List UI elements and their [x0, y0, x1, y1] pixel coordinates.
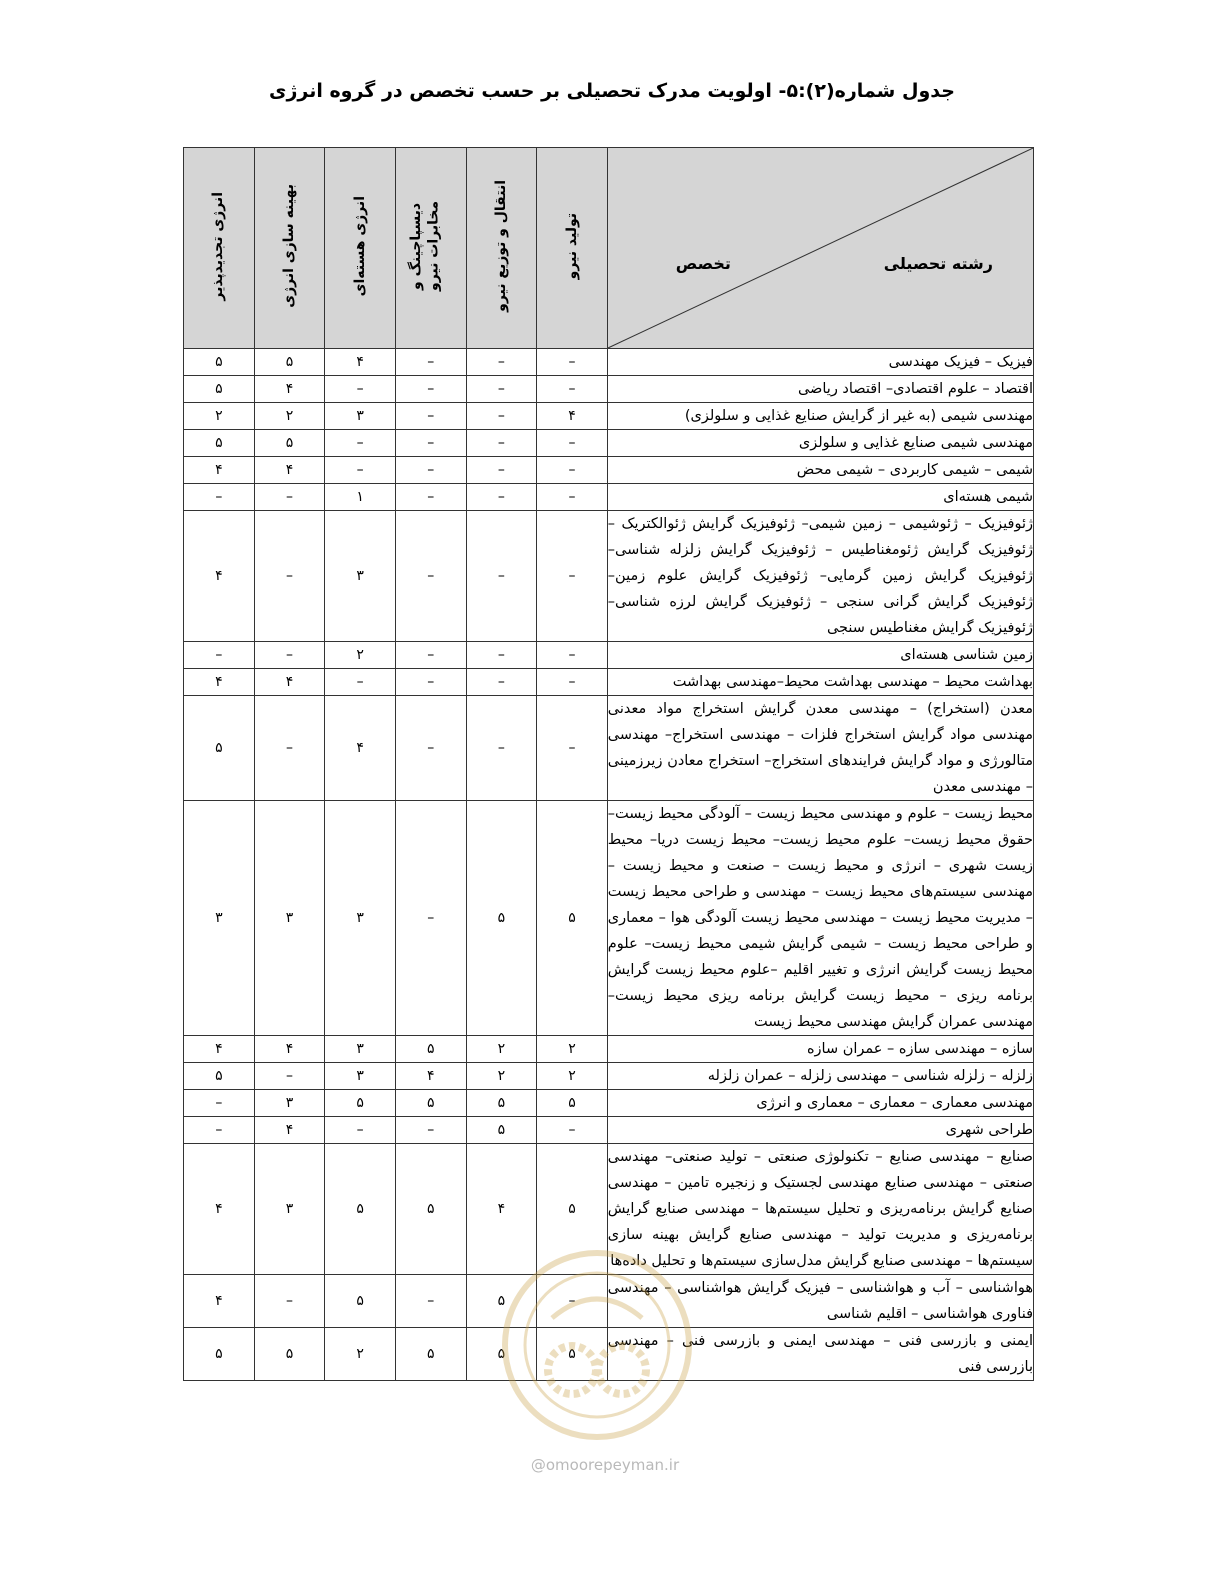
priority-cell: –	[395, 642, 466, 669]
column-header: انتقال و توزیع نیرو	[466, 148, 537, 349]
priority-cell: ۵	[184, 430, 255, 457]
priority-cell: ۴	[254, 457, 325, 484]
priority-cell: –	[395, 696, 466, 801]
column-header: انرژی تجدیدپذیر	[184, 148, 255, 349]
table-row	[184, 1063, 1034, 1090]
table-row	[184, 430, 1034, 457]
priority-cell: –	[184, 642, 255, 669]
priority-cell: –	[395, 403, 466, 430]
table-row	[184, 642, 1034, 669]
priority-cell: ۲	[466, 1063, 537, 1090]
field-name-cell: اقتصاد – علوم اقتصادی– اقتصاد ریاضی	[607, 376, 1033, 403]
field-header-label: رشته تحصیلی	[883, 254, 993, 273]
field-name-cell: بهداشت محیط – مهندسی بهداشت محیط–مهندسی بهداشت	[607, 669, 1033, 696]
priority-cell: –	[466, 349, 537, 376]
priority-cell: ۵	[184, 376, 255, 403]
field-name-cell: شیمی هسته‌ای	[607, 484, 1033, 511]
priority-cell: –	[184, 1090, 255, 1117]
page-title: جدول شماره(۲):۵- اولویت مدرک تحصیلی بر حسب تخصص در گروه انرژی	[269, 80, 955, 102]
priority-cell: ۳	[325, 1036, 396, 1063]
field-name-cell: هواشناسی – آب و هواشناسی – فیزیک گرایش هواشناسی – مهندسی فناوری هواشناسی – اقلیم شناسی	[607, 1275, 1033, 1328]
priority-cell: ۴	[184, 669, 255, 696]
priority-cell: ۲	[537, 1063, 608, 1090]
column-header: تولید نیرو	[537, 148, 608, 349]
table-row	[184, 349, 1034, 376]
field-name-cell: طراحی شهری	[607, 1117, 1033, 1144]
priority-cell: ۳	[325, 403, 396, 430]
priority-cell: ۴	[254, 1036, 325, 1063]
priority-cell: –	[325, 669, 396, 696]
field-name-cell: محیط زیست – علوم و مهندسی محیط زیست – آلودگی محیط زیست– حقوق محیط زیست– علوم محیط زیست– محیط زیست دریا– محیط زیست شهری – انرژی و محیط زیست – صنعت و محیط زیست – مهندسی سیستم‌های محیط زیست – مهندسی و طراحی محیط زیست – مدیریت محیط زیست – مهندسی محیط زیست آلودگی هوا – معماری و طراحی محیط زیست – شیمی گرایش شیمی محیط زیست– علوم محیط زیست گرایش انرژی و تغییر اقلیم –علوم محیط زیست گرایش برنامه ریزی – محیط زیست گرایش برنامه ریزی محیط زیست– مهندسی عمران گرایش مهندسی محیط زیست	[607, 801, 1033, 1036]
priority-cell: ۵	[466, 1275, 537, 1328]
table-row	[184, 511, 1034, 642]
column-header: دیسپاچینگ و مخابرات نیرو	[395, 148, 466, 349]
priority-cell: ۲	[537, 1036, 608, 1063]
priority-cell: ۳	[325, 801, 396, 1036]
priority-cell: ۵	[466, 1117, 537, 1144]
table-row	[184, 669, 1034, 696]
column-header: بهینه سازی انرژی	[254, 148, 325, 349]
priority-cell: ۴	[395, 1063, 466, 1090]
priority-cell: –	[395, 1117, 466, 1144]
field-name-cell: ایمنی و بازرسی فنی – مهندسی ایمنی و بازرسی فنی – مهندسی بازرسی فنی	[607, 1328, 1033, 1381]
priority-cell: ۴	[184, 1275, 255, 1328]
priority-cell: ۵	[254, 430, 325, 457]
priority-cell: –	[254, 511, 325, 642]
field-name-cell: زمین شناسی هسته‌ای	[607, 642, 1033, 669]
priority-cell: ۴	[254, 376, 325, 403]
priority-cell: –	[395, 376, 466, 403]
field-name-cell: فیزیک – فیزیک مهندسی	[607, 349, 1033, 376]
priority-cell: –	[254, 1275, 325, 1328]
priority-cell: –	[395, 484, 466, 511]
priority-cell: ۲	[254, 403, 325, 430]
priority-cell: ۵	[537, 1144, 608, 1275]
table-row	[184, 1117, 1034, 1144]
priority-cell: ۵	[325, 1275, 396, 1328]
priority-cell: –	[395, 1275, 466, 1328]
priority-cell: ۳	[254, 1144, 325, 1275]
priority-cell: –	[537, 642, 608, 669]
priority-cell: ۳	[325, 1063, 396, 1090]
priority-cell: ۵	[184, 1328, 255, 1381]
table-row	[184, 484, 1034, 511]
priority-cell: ۵	[537, 1090, 608, 1117]
priority-cell: ۳	[184, 801, 255, 1036]
priority-cell: ۵	[325, 1144, 396, 1275]
priority-cell: ۳	[254, 1090, 325, 1117]
table-header-row	[184, 148, 1034, 349]
priority-cell: ۴	[466, 1144, 537, 1275]
priority-cell: ۴	[537, 403, 608, 430]
priority-cell: ۵	[395, 1036, 466, 1063]
table-row	[184, 1090, 1034, 1117]
field-name-cell: شیمی – شیمی کاربردی – شیمی محض	[607, 457, 1033, 484]
table-body	[184, 349, 1034, 1381]
diagonal-header-cell	[607, 148, 1033, 349]
table-row	[184, 801, 1034, 1036]
priority-cell: –	[466, 511, 537, 642]
priority-cell: ۲	[325, 642, 396, 669]
priority-cell: ۵	[537, 1328, 608, 1381]
priority-cell: ۲	[184, 403, 255, 430]
priority-cell: –	[537, 457, 608, 484]
field-name-cell: سازه – مهندسی سازه – عمران سازه	[607, 1036, 1033, 1063]
priority-cell: –	[254, 484, 325, 511]
priority-cell: –	[395, 349, 466, 376]
priority-cell: ۴	[325, 696, 396, 801]
priority-cell: ۵	[184, 349, 255, 376]
priority-cell: –	[466, 484, 537, 511]
priority-cell: ۵	[184, 1063, 255, 1090]
priority-cell: ۵	[325, 1090, 396, 1117]
priority-cell: –	[184, 484, 255, 511]
priority-cell: –	[466, 642, 537, 669]
priority-cell: ۲	[466, 1036, 537, 1063]
priority-cell: ۳	[325, 511, 396, 642]
table-row	[184, 696, 1034, 801]
priority-cell: –	[537, 376, 608, 403]
priority-cell: –	[395, 511, 466, 642]
field-name-cell: مهندسی شیمی صنایع غذایی و سلولزی	[607, 430, 1033, 457]
priority-cell: –	[466, 669, 537, 696]
priority-cell: –	[537, 430, 608, 457]
priority-cell: ۵	[395, 1090, 466, 1117]
priority-cell: –	[395, 669, 466, 696]
priority-cell: –	[466, 696, 537, 801]
priority-cell: –	[395, 430, 466, 457]
priority-cell: ۵	[254, 349, 325, 376]
field-name-cell: صنایع – مهندسی صنایع – تکنولوژی صنعتی – تولید صنعتی– مهندسی صنعتی – مهندسی صنایع مهندسی لجستیک و زنجیره تامین – مهندسی صنایع گرایش برنامه‌ریزی و تحلیل سیستم‌ها – مهندسی صنایع گرایش برنامه‌ریزی و مدیریت تولید – مهندسی صنایع گرایش بهینه سازی سیستم‌ها – مهندسی صنایع گرایش مدل‌سازی سیستم‌ها و تحلیل داده‌ها	[607, 1144, 1033, 1275]
priority-cell: ۴	[254, 669, 325, 696]
priority-cell: ۴	[184, 511, 255, 642]
priority-cell: –	[325, 457, 396, 484]
priority-cell: ۴	[325, 349, 396, 376]
column-header: انرژی هسته‌ای	[325, 148, 396, 349]
priority-cell: –	[325, 430, 396, 457]
diagonal-line	[608, 148, 1033, 348]
priority-cell: ۳	[254, 801, 325, 1036]
watermark-site: @omoorepeyman.ir	[530, 1456, 680, 1474]
priority-cell: ۴	[184, 1036, 255, 1063]
priority-cell: ۵	[184, 696, 255, 801]
priority-cell: ۵	[466, 1090, 537, 1117]
field-name-cell: ژئوفیزیک – ژئوشیمی – زمین شیمی– ژئوفیزیک گرایش ژئوالکتریک – ژئوفیزیک گرایش ژئومغناطیس – ژئوفیزیک گرایش زلزله شناسی– ژئوفیزیک گرایش زمین گرمایی– ژئوفیزیک گرایش علوم زمین–ژئوفیزیک گرایش گرانی سنجی – ژئوفیزیک گرایش لرزه شناسی–ژئوفیزیک گرایش مغناطیس سنجی	[607, 511, 1033, 642]
priority-cell: –	[325, 1117, 396, 1144]
priority-cell: ۴	[184, 457, 255, 484]
priority-cell: ۴	[254, 1117, 325, 1144]
priority-cell: –	[537, 669, 608, 696]
priority-cell: –	[537, 1117, 608, 1144]
priority-cell: –	[537, 349, 608, 376]
priority-table	[183, 147, 1034, 1381]
priority-cell: ۵	[466, 801, 537, 1036]
priority-cell: –	[466, 403, 537, 430]
priority-cell: –	[466, 430, 537, 457]
table-row	[184, 403, 1034, 430]
field-name-cell: معدن (استخراج) – مهندسی معدن گرایش استخراج مواد معدنی مهندسی مواد گرایش استخراج فلزات – مهندسی استخراج– مهندسی متالورژی و مواد گرایش فرایندهای استخراج– استخراج معادن زیرزمینی – مهندسی معدن	[607, 696, 1033, 801]
table-row	[184, 457, 1034, 484]
priority-cell: –	[395, 457, 466, 484]
table-row	[184, 1036, 1034, 1063]
priority-cell: –	[537, 511, 608, 642]
priority-cell: –	[254, 1063, 325, 1090]
table-row	[184, 376, 1034, 403]
priority-cell: –	[184, 1117, 255, 1144]
priority-cell: ۵	[254, 1328, 325, 1381]
priority-cell: –	[537, 696, 608, 801]
priority-cell: –	[254, 642, 325, 669]
priority-cell: ۵	[395, 1328, 466, 1381]
priority-cell: –	[466, 376, 537, 403]
specialty-header-label: تخصص	[675, 254, 731, 273]
field-name-cell: مهندسی شیمی (به غیر از گرایش صنایع غذایی و سلولزی)	[607, 403, 1033, 430]
priority-cell: –	[466, 457, 537, 484]
priority-cell: –	[254, 696, 325, 801]
priority-cell: –	[395, 801, 466, 1036]
priority-cell: ۵	[395, 1144, 466, 1275]
priority-cell: –	[325, 376, 396, 403]
priority-cell: ۲	[325, 1328, 396, 1381]
priority-cell: ۴	[184, 1144, 255, 1275]
priority-cell: ۵	[537, 801, 608, 1036]
priority-cell: ۱	[325, 484, 396, 511]
field-name-cell: زلزله – زلزله شناسی – مهندسی زلزله – عمران زلزله	[607, 1063, 1033, 1090]
priority-cell: –	[537, 1275, 608, 1328]
priority-cell: –	[537, 484, 608, 511]
field-name-cell: مهندسی معماری – معماری – معماری و انرژی	[607, 1090, 1033, 1117]
priority-cell: ۵	[466, 1328, 537, 1381]
